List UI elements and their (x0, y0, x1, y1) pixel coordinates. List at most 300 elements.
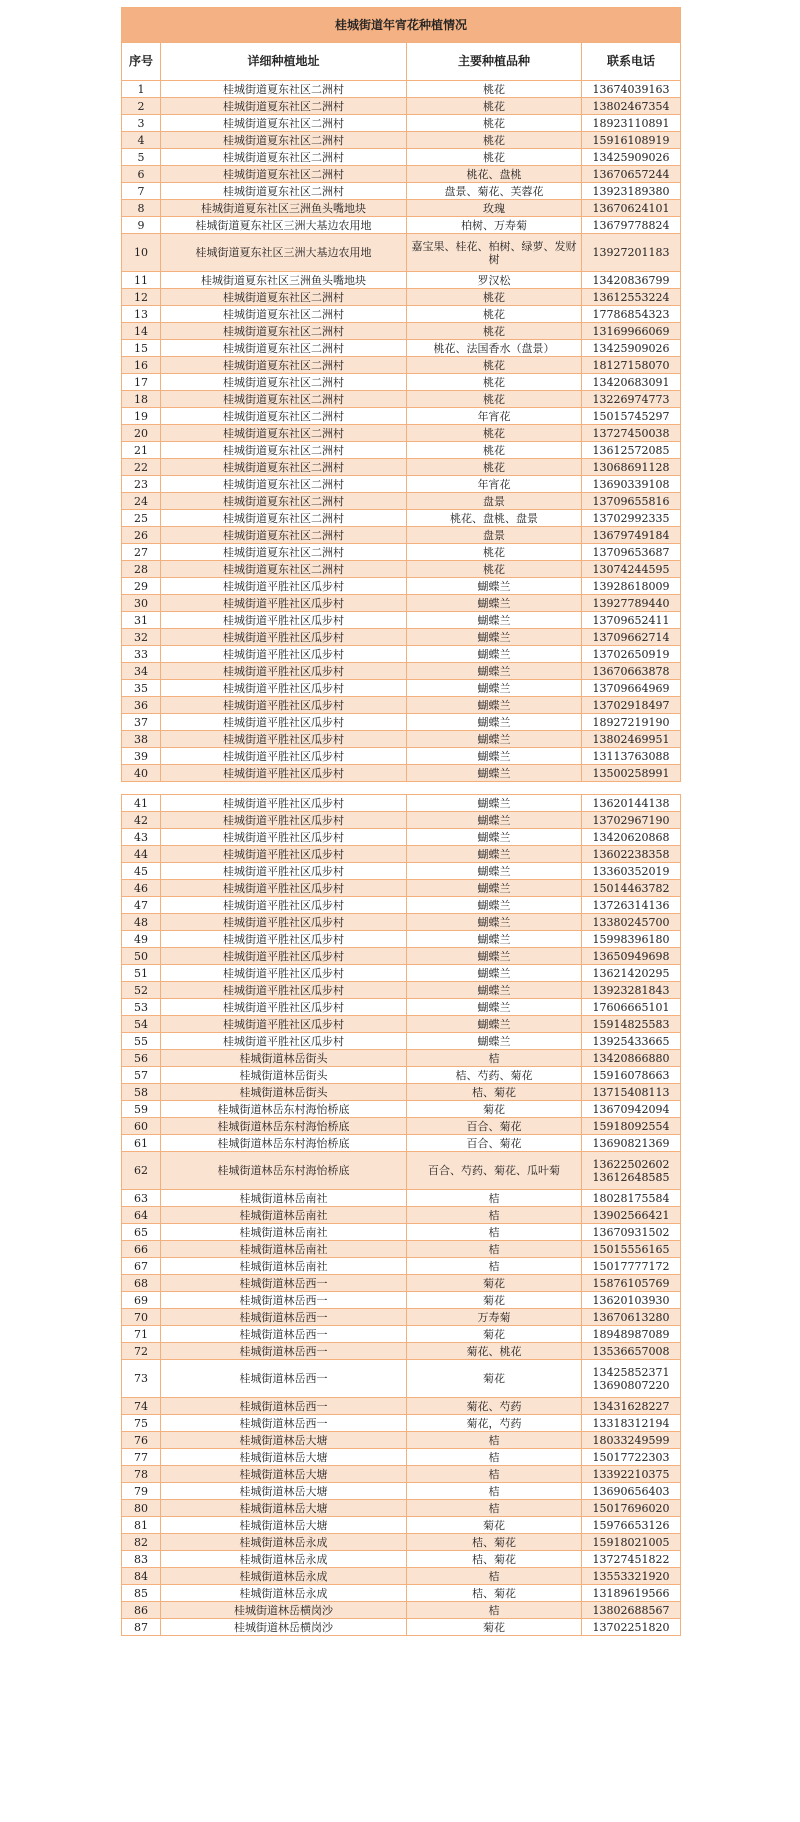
table-row (122, 1326, 681, 1343)
row-variety: 桔 (407, 1258, 582, 1275)
row-variety: 桃花 (407, 544, 582, 561)
row-variety: 蝴蝶兰 (407, 999, 582, 1016)
row-variety: 年宵花 (407, 408, 582, 425)
row-index: 4 (122, 132, 161, 149)
planting-table-sheet (121, 7, 680, 1636)
row-address: 桂城街道夏东社区二洲村 (161, 289, 407, 306)
table-row (122, 1568, 681, 1585)
row-index: 55 (122, 1033, 161, 1050)
row-variety: 蝴蝶兰 (407, 795, 582, 812)
row-address: 桂城街道平胜社区瓜步村 (161, 914, 407, 931)
table-row (122, 846, 681, 863)
table-row (122, 408, 681, 425)
row-phone: 13425909026 (582, 149, 681, 166)
row-address: 桂城街道林岳街头 (161, 1084, 407, 1101)
row-address: 桂城街道平胜社区瓜步村 (161, 714, 407, 731)
row-address: 桂城街道夏东社区二洲村 (161, 527, 407, 544)
table-row (122, 234, 681, 272)
row-variety: 百合、菊花 (407, 1135, 582, 1152)
row-variety: 蝴蝶兰 (407, 748, 582, 765)
row-phone: 13380245700 (582, 914, 681, 931)
table-row (122, 1398, 681, 1415)
table-row (122, 306, 681, 323)
row-index: 7 (122, 183, 161, 200)
row-index: 27 (122, 544, 161, 561)
row-address: 桂城街道夏东社区二洲村 (161, 115, 407, 132)
row-address: 桂城街道平胜社区瓜步村 (161, 731, 407, 748)
row-address: 桂城街道夏东社区二洲村 (161, 340, 407, 357)
row-phone: 13802688567 (582, 1602, 681, 1619)
row-index: 79 (122, 1483, 161, 1500)
row-index: 42 (122, 812, 161, 829)
table-row (122, 1016, 681, 1033)
row-address: 桂城街道平胜社区瓜步村 (161, 965, 407, 982)
row-index: 45 (122, 863, 161, 880)
row-index: 84 (122, 1568, 161, 1585)
row-address: 桂城街道林岳大塘 (161, 1466, 407, 1483)
table-row (122, 1033, 681, 1050)
row-index: 20 (122, 425, 161, 442)
row-phone: 15014463782 (582, 880, 681, 897)
row-index: 58 (122, 1084, 161, 1101)
row-index: 61 (122, 1135, 161, 1152)
row-phone: 13553321920 (582, 1568, 681, 1585)
table-row (122, 132, 681, 149)
row-index: 64 (122, 1207, 161, 1224)
row-address: 桂城街道平胜社区瓜步村 (161, 948, 407, 965)
row-index: 60 (122, 1118, 161, 1135)
table-row (122, 493, 681, 510)
row-index: 52 (122, 982, 161, 999)
row-phone: 15876105769 (582, 1275, 681, 1292)
table-row (122, 561, 681, 578)
row-variety: 桔 (407, 1483, 582, 1500)
row-phone: 18923110891 (582, 115, 681, 132)
row-index: 9 (122, 217, 161, 234)
row-variety: 蝴蝶兰 (407, 965, 582, 982)
row-phone: 15918021005 (582, 1534, 681, 1551)
row-address: 桂城街道平胜社区瓜步村 (161, 846, 407, 863)
row-address: 桂城街道林岳永成 (161, 1534, 407, 1551)
row-phone: 13650949698 (582, 948, 681, 965)
row-phone: 13670931502 (582, 1224, 681, 1241)
row-phone: 13715408113 (582, 1084, 681, 1101)
row-index: 25 (122, 510, 161, 527)
row-address: 桂城街道夏东社区二洲村 (161, 442, 407, 459)
row-address: 桂城街道林岳南社 (161, 1224, 407, 1241)
table-row (122, 544, 681, 561)
row-index: 50 (122, 948, 161, 965)
row-index: 78 (122, 1466, 161, 1483)
row-address: 桂城街道平胜社区瓜步村 (161, 999, 407, 1016)
row-phone: 15017722303 (582, 1449, 681, 1466)
row-index: 62 (122, 1152, 161, 1190)
row-index: 34 (122, 663, 161, 680)
row-variety: 桃花 (407, 149, 582, 166)
row-phone: 13923189380 (582, 183, 681, 200)
row-variety: 百合、菊花 (407, 1118, 582, 1135)
row-phone: 13927789440 (582, 595, 681, 612)
page-break-cell (122, 782, 681, 795)
row-address: 桂城街道林岳横岗沙 (161, 1619, 407, 1636)
row-variety: 桔、菊花 (407, 1534, 582, 1551)
table-title: 桂城街道年宵花种植情况 (122, 8, 681, 43)
row-index: 54 (122, 1016, 161, 1033)
table-row (122, 1152, 681, 1190)
row-variety: 桔 (407, 1466, 582, 1483)
row-index: 35 (122, 680, 161, 697)
row-phone: 13500258991 (582, 765, 681, 782)
row-phone: 13169966069 (582, 323, 681, 340)
table-row (122, 1585, 681, 1602)
row-index: 67 (122, 1258, 161, 1275)
row-phone: 15017696020 (582, 1500, 681, 1517)
table-row (122, 663, 681, 680)
row-variety: 桔 (407, 1050, 582, 1067)
row-index: 48 (122, 914, 161, 931)
table-row (122, 1500, 681, 1517)
row-index: 18 (122, 391, 161, 408)
row-index: 39 (122, 748, 161, 765)
row-phone: 13392210375 (582, 1466, 681, 1483)
row-variety: 菊花 (407, 1101, 582, 1118)
row-variety: 桃花、法国香水（盘景） (407, 340, 582, 357)
table-row (122, 731, 681, 748)
table-row (122, 425, 681, 442)
row-address: 桂城街道林岳西一 (161, 1415, 407, 1432)
row-index: 75 (122, 1415, 161, 1432)
table-row (122, 115, 681, 132)
row-index: 65 (122, 1224, 161, 1241)
row-address: 桂城街道林岳大塘 (161, 1449, 407, 1466)
table-row (122, 748, 681, 765)
table-row (122, 880, 681, 897)
row-index: 21 (122, 442, 161, 459)
row-address: 桂城街道林岳南社 (161, 1190, 407, 1207)
row-variety: 蝴蝶兰 (407, 897, 582, 914)
row-phone: 13621420295 (582, 965, 681, 982)
table-row (122, 149, 681, 166)
row-address: 桂城街道平胜社区瓜步村 (161, 612, 407, 629)
row-address: 桂城街道林岳东村海怡桥底 (161, 1152, 407, 1190)
table-row (122, 680, 681, 697)
row-address: 桂城街道林岳永成 (161, 1585, 407, 1602)
row-address: 桂城街道林岳街头 (161, 1067, 407, 1084)
row-phone: 13226974773 (582, 391, 681, 408)
row-phone: 13727450038 (582, 425, 681, 442)
row-phone-secondary: 13612648585 (592, 1170, 670, 1184)
row-variety: 蝴蝶兰 (407, 846, 582, 863)
row-address: 桂城街道林岳横岗沙 (161, 1602, 407, 1619)
row-variety: 蝴蝶兰 (407, 765, 582, 782)
table-row (122, 1415, 681, 1432)
table-row (122, 510, 681, 527)
row-address: 桂城街道林岳永成 (161, 1568, 407, 1585)
row-variety: 菊花 (407, 1619, 582, 1636)
row-phone: 15015745297 (582, 408, 681, 425)
row-variety: 蝴蝶兰 (407, 948, 582, 965)
row-phone: 15916108919 (582, 132, 681, 149)
row-phone-secondary: 13690807220 (592, 1378, 670, 1392)
row-variety: 柏树、万寿菊 (407, 217, 582, 234)
row-variety: 万寿菊 (407, 1309, 582, 1326)
table-row (122, 1241, 681, 1258)
row-address: 桂城街道林岳西一 (161, 1398, 407, 1415)
row-phone: 13113763088 (582, 748, 681, 765)
row-address: 桂城街道夏东社区二洲村 (161, 510, 407, 527)
row-phone: 15918092554 (582, 1118, 681, 1135)
row-phone: 13612553224 (582, 289, 681, 306)
row-address: 桂城街道平胜社区瓜步村 (161, 663, 407, 680)
page-break-gap (122, 782, 681, 795)
table-row (122, 795, 681, 812)
row-address: 桂城街道林岳西一 (161, 1292, 407, 1309)
row-address: 桂城街道夏东社区二洲村 (161, 391, 407, 408)
row-variety: 蝴蝶兰 (407, 880, 582, 897)
row-variety: 百合、芍药、菊花、瓜叶菊 (407, 1152, 582, 1190)
table-row (122, 931, 681, 948)
row-phone: 13923281843 (582, 982, 681, 999)
row-index: 2 (122, 98, 161, 115)
row-address: 桂城街道夏东社区二洲村 (161, 323, 407, 340)
header-row (122, 43, 681, 81)
row-variety: 桃花 (407, 459, 582, 476)
row-phone: 13709664969 (582, 680, 681, 697)
table-row (122, 1343, 681, 1360)
row-variety: 嘉宝果、桂花、柏树、绿萝、发财树 (407, 234, 582, 272)
row-index: 33 (122, 646, 161, 663)
row-variety: 蝴蝶兰 (407, 578, 582, 595)
row-index: 37 (122, 714, 161, 731)
row-address: 桂城街道平胜社区瓜步村 (161, 646, 407, 663)
row-variety: 桃花 (407, 442, 582, 459)
row-index: 1 (122, 81, 161, 98)
row-index: 68 (122, 1275, 161, 1292)
row-index: 22 (122, 459, 161, 476)
table-row (122, 697, 681, 714)
row-index: 80 (122, 1500, 161, 1517)
row-variety: 蝴蝶兰 (407, 595, 582, 612)
row-address: 桂城街道平胜社区瓜步村 (161, 680, 407, 697)
row-variety: 年宵花 (407, 476, 582, 493)
row-index: 3 (122, 115, 161, 132)
row-address: 桂城街道林岳大塘 (161, 1500, 407, 1517)
row-index: 82 (122, 1534, 161, 1551)
table-row (122, 183, 681, 200)
row-address: 桂城街道林岳西一 (161, 1275, 407, 1292)
row-variety: 桔 (407, 1602, 582, 1619)
row-phone: 15017777172 (582, 1258, 681, 1275)
table-row (122, 81, 681, 98)
row-variety: 菊花、芍药 (407, 1398, 582, 1415)
row-phone: 13702650919 (582, 646, 681, 663)
row-index: 26 (122, 527, 161, 544)
row-variety: 桔 (407, 1432, 582, 1449)
row-index: 15 (122, 340, 161, 357)
table-row (122, 578, 681, 595)
table-row (122, 914, 681, 931)
row-phone: 13670942094 (582, 1101, 681, 1118)
row-variety: 桔、菊花 (407, 1084, 582, 1101)
row-phone (582, 1152, 681, 1190)
row-index: 31 (122, 612, 161, 629)
row-index: 81 (122, 1517, 161, 1534)
table-row (122, 1466, 681, 1483)
table-row (122, 863, 681, 880)
row-variety: 菊花、桃花 (407, 1343, 582, 1360)
table-row (122, 289, 681, 306)
row-address: 桂城街道平胜社区瓜步村 (161, 629, 407, 646)
row-variety: 桃花 (407, 391, 582, 408)
row-address: 桂城街道夏东社区二洲村 (161, 183, 407, 200)
row-phone: 13702918497 (582, 697, 681, 714)
header-variety: 主要种植品种 (407, 43, 582, 81)
row-phone: 13709653687 (582, 544, 681, 561)
table-row (122, 1118, 681, 1135)
row-index: 53 (122, 999, 161, 1016)
row-variety: 桔、芍药、菊花 (407, 1067, 582, 1084)
row-address: 桂城街道夏东社区二洲村 (161, 459, 407, 476)
table-row (122, 595, 681, 612)
table-row (122, 391, 681, 408)
table-row (122, 829, 681, 846)
row-variety: 蝴蝶兰 (407, 629, 582, 646)
row-variety: 桃花 (407, 425, 582, 442)
row-variety: 蝴蝶兰 (407, 731, 582, 748)
row-index: 70 (122, 1309, 161, 1326)
row-variety: 菊花 (407, 1360, 582, 1398)
row-index: 19 (122, 408, 161, 425)
table-row (122, 1432, 681, 1449)
row-index: 72 (122, 1343, 161, 1360)
table-row (122, 98, 681, 115)
row-address: 桂城街道林岳东村海怡桥底 (161, 1135, 407, 1152)
row-phone: 13068691128 (582, 459, 681, 476)
row-address: 桂城街道林岳西一 (161, 1343, 407, 1360)
row-address: 桂城街道平胜社区瓜步村 (161, 982, 407, 999)
table-row (122, 1534, 681, 1551)
table-row (122, 1551, 681, 1568)
row-phone: 13670663878 (582, 663, 681, 680)
row-index: 40 (122, 765, 161, 782)
row-phone: 13902566421 (582, 1207, 681, 1224)
row-index: 32 (122, 629, 161, 646)
row-phone: 13536657008 (582, 1343, 681, 1360)
table-row (122, 948, 681, 965)
row-address: 桂城街道夏东社区二洲村 (161, 544, 407, 561)
table-row (122, 1190, 681, 1207)
row-address: 桂城街道夏东社区二洲村 (161, 306, 407, 323)
table-row (122, 714, 681, 731)
row-index: 56 (122, 1050, 161, 1067)
row-phone: 13420683091 (582, 374, 681, 391)
row-phone: 17786854323 (582, 306, 681, 323)
row-index: 47 (122, 897, 161, 914)
row-phone-primary: 13622502602 (592, 1157, 670, 1171)
row-index: 43 (122, 829, 161, 846)
row-address: 桂城街道平胜社区瓜步村 (161, 697, 407, 714)
row-index: 76 (122, 1432, 161, 1449)
row-address: 桂城街道夏东社区二洲村 (161, 425, 407, 442)
row-variety: 蝴蝶兰 (407, 931, 582, 948)
row-phone: 13690339108 (582, 476, 681, 493)
row-phone: 13927201183 (582, 234, 681, 272)
row-address: 桂城街道夏东社区三洲鱼头嘴地块 (161, 272, 407, 289)
table-row (122, 200, 681, 217)
table-row (122, 1135, 681, 1152)
row-variety: 桔、菊花 (407, 1585, 582, 1602)
row-address: 桂城街道林岳南社 (161, 1207, 407, 1224)
row-index: 85 (122, 1585, 161, 1602)
row-index: 83 (122, 1551, 161, 1568)
row-variety: 蝴蝶兰 (407, 646, 582, 663)
row-variety: 桔 (407, 1190, 582, 1207)
row-address: 桂城街道夏东社区二洲村 (161, 149, 407, 166)
table-row (122, 1602, 681, 1619)
table-row (122, 1101, 681, 1118)
row-address: 桂城街道林岳东村海怡桥底 (161, 1101, 407, 1118)
row-variety: 蝴蝶兰 (407, 812, 582, 829)
row-index: 73 (122, 1360, 161, 1398)
row-index: 71 (122, 1326, 161, 1343)
row-variety: 玫瑰 (407, 200, 582, 217)
table-row (122, 1258, 681, 1275)
row-phone: 13420620868 (582, 829, 681, 846)
row-phone: 13620103930 (582, 1292, 681, 1309)
row-variety: 盘景 (407, 493, 582, 510)
row-phone: 13679778824 (582, 217, 681, 234)
row-variety: 桃花 (407, 374, 582, 391)
row-phone: 13318312194 (582, 1415, 681, 1432)
row-index: 8 (122, 200, 161, 217)
row-variety: 桃花 (407, 132, 582, 149)
row-variety: 蝴蝶兰 (407, 714, 582, 731)
row-address: 桂城街道夏东社区二洲村 (161, 408, 407, 425)
row-phone: 13702967190 (582, 812, 681, 829)
table-row (122, 442, 681, 459)
row-phone: 18028175584 (582, 1190, 681, 1207)
row-index: 10 (122, 234, 161, 272)
row-index: 63 (122, 1190, 161, 1207)
row-phone: 15914825583 (582, 1016, 681, 1033)
row-phone: 13727451822 (582, 1551, 681, 1568)
row-phone: 15015556165 (582, 1241, 681, 1258)
row-index: 57 (122, 1067, 161, 1084)
table-row (122, 527, 681, 544)
row-address: 桂城街道林岳南社 (161, 1241, 407, 1258)
row-phone: 13690656403 (582, 1483, 681, 1500)
row-phone: 13802467354 (582, 98, 681, 115)
row-phone: 13420836799 (582, 272, 681, 289)
title-row (122, 8, 681, 43)
row-phone: 13074244595 (582, 561, 681, 578)
row-phone: 13670613280 (582, 1309, 681, 1326)
table-row (122, 1224, 681, 1241)
row-address: 桂城街道平胜社区瓜步村 (161, 595, 407, 612)
row-phone: 13709662714 (582, 629, 681, 646)
row-address: 桂城街道平胜社区瓜步村 (161, 880, 407, 897)
row-address: 桂城街道林岳永成 (161, 1551, 407, 1568)
table-row (122, 217, 681, 234)
row-variety: 蝴蝶兰 (407, 612, 582, 629)
row-variety: 桔 (407, 1224, 582, 1241)
row-phone: 13670657244 (582, 166, 681, 183)
row-address: 桂城街道夏东社区二洲村 (161, 81, 407, 98)
row-phone: 13420866880 (582, 1050, 681, 1067)
row-address: 桂城街道夏东社区三洲大基边农用地 (161, 234, 407, 272)
table-row (122, 646, 681, 663)
row-variety: 桃花、盘桃 (407, 166, 582, 183)
